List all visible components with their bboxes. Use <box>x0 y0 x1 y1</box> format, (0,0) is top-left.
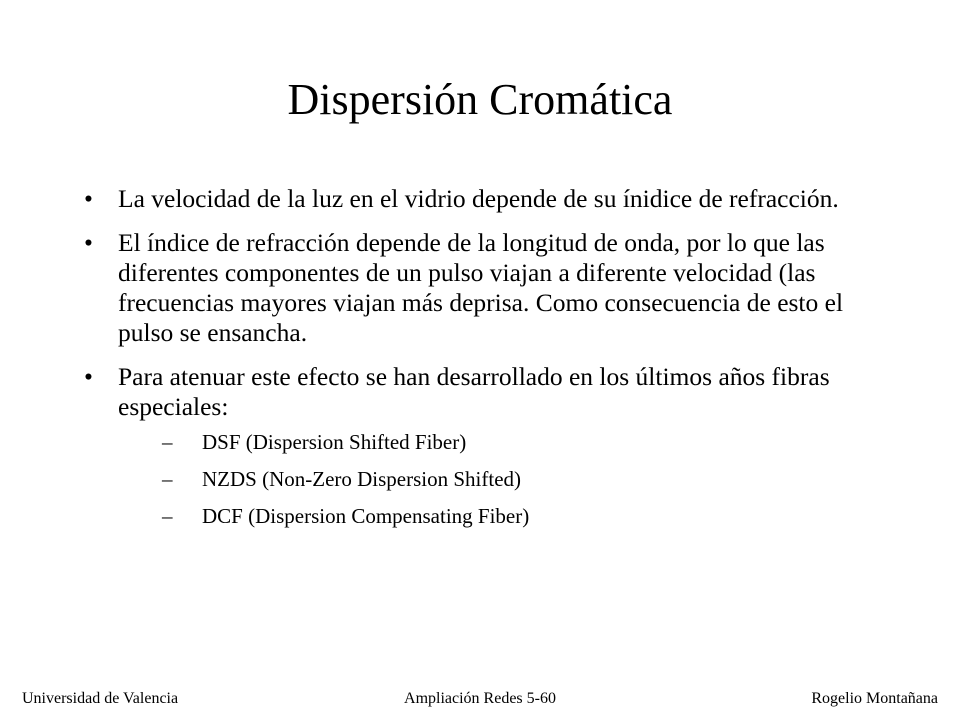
footer-author: Rogelio Montañana <box>811 690 938 707</box>
subbullet-text: DSF (Dispersion Shifted Fiber) <box>202 430 467 454</box>
subbullet-text: NZDS (Non-Zero Dispersion Shifted) <box>202 467 522 491</box>
slide-title: Dispersión Cromática <box>287 75 673 124</box>
footer-institution: Universidad de Valencia <box>22 690 179 707</box>
bullet-dot-icon: • <box>84 228 93 257</box>
bullet-list <box>84 184 884 542</box>
bullet-item <box>84 184 884 214</box>
bullet-dot-icon: • <box>84 362 93 391</box>
dash-icon: – <box>162 504 173 528</box>
subbullet-list <box>118 430 884 528</box>
bullet-item <box>84 228 884 348</box>
subbullet-item <box>162 504 928 528</box>
dash-icon: – <box>162 430 173 454</box>
bullet-dot-icon: • <box>84 184 93 213</box>
dash-icon: – <box>162 467 173 491</box>
footer-course: Ampliación Redes 5-60 <box>404 690 556 707</box>
bullet-item <box>84 362 884 528</box>
bullet-text: Para atenuar este efecto se han desarrollado en los últimos años fibras especiales: <box>118 362 830 421</box>
bullet-text: El índice de refracción depende de la longitud de onda, por lo que las diferentes componentes de un pulso viajan a diferente velocidad (las frecuencias mayores viajan más deprisa. Como consecuencia de esto el pulso se ensancha. <box>118 228 844 347</box>
bullet-text: La velocidad de la luz en el vidrio depende de su ínidice de refracción. <box>118 184 839 213</box>
subbullet-item <box>162 467 928 491</box>
subbullet-item <box>162 430 928 454</box>
subbullet-text: DCF (Dispersion Compensating Fiber) <box>202 504 530 528</box>
